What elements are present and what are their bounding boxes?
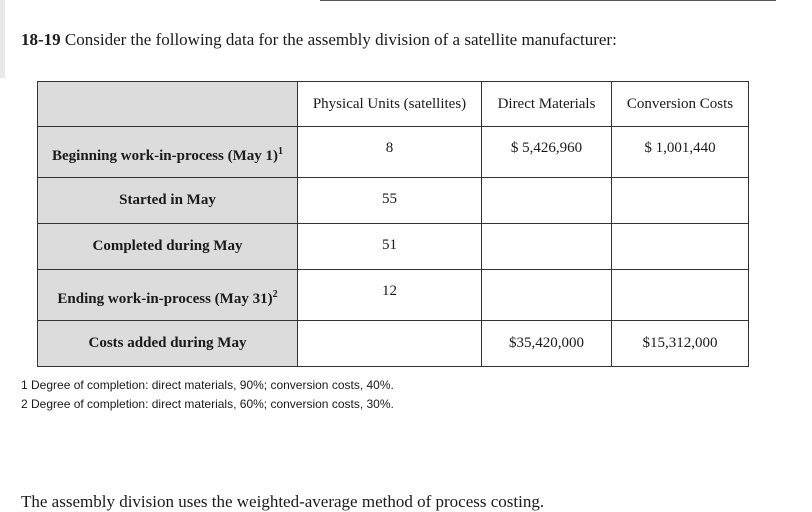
cc-cell [612,270,749,321]
table-row [38,127,749,178]
problem-number: 18-19 [21,30,61,49]
table-header-row [38,82,749,127]
dm-cell [482,270,612,321]
dm-cell [482,178,612,224]
row-label: Beginning work-in-process (May 1)$^1$ [38,127,298,178]
row-label: Completed during May [38,224,298,270]
units-cell: 51 [298,224,482,270]
row-label: Ending work-in-process (May 31)$^2$ [38,270,298,321]
col-conversion-costs: Conversion Costs [612,82,749,127]
row-label: Costs added during May [38,321,298,367]
cc-cell: $ 1,001,440 [612,127,749,178]
dm-cell [482,224,612,270]
footnote-1: 1 Degree of completion: direct materials, 90%; conversion costs, 40%. [21,378,394,392]
top-divider [320,0,776,1]
units-cell: 8 [298,127,482,178]
table-row [38,321,749,367]
col-physical-units: Physical Units (satellites) [298,82,482,127]
table-row [38,178,749,224]
table-row [38,224,749,270]
cc-cell [612,224,749,270]
table-row [38,270,749,321]
footer-text: The assembly division uses the weighted-average method of process costing. [21,492,545,511]
cc-cell: $15,312,000 [612,321,749,367]
footnote-2: 2 Degree of completion: direct materials, 60%; conversion costs, 30%. [21,397,394,411]
dm-cell: $ 5,426,960 [482,127,612,178]
units-cell: 55 [298,178,482,224]
header-corner-cell [38,82,298,127]
cc-cell [612,178,749,224]
units-cell: 12 [298,270,482,321]
process-costing-table [37,81,749,367]
row-label: Started in May [38,178,298,224]
problem-text: Consider the following data for the assembly division of a satellite manufacturer: [60,30,617,49]
col-direct-materials: Direct Materials [482,82,612,127]
dm-cell: $35,420,000 [482,321,612,367]
footnotes [21,376,394,414]
units-cell [298,321,482,367]
problem-heading [21,30,617,50]
left-margin-bar [0,0,5,78]
